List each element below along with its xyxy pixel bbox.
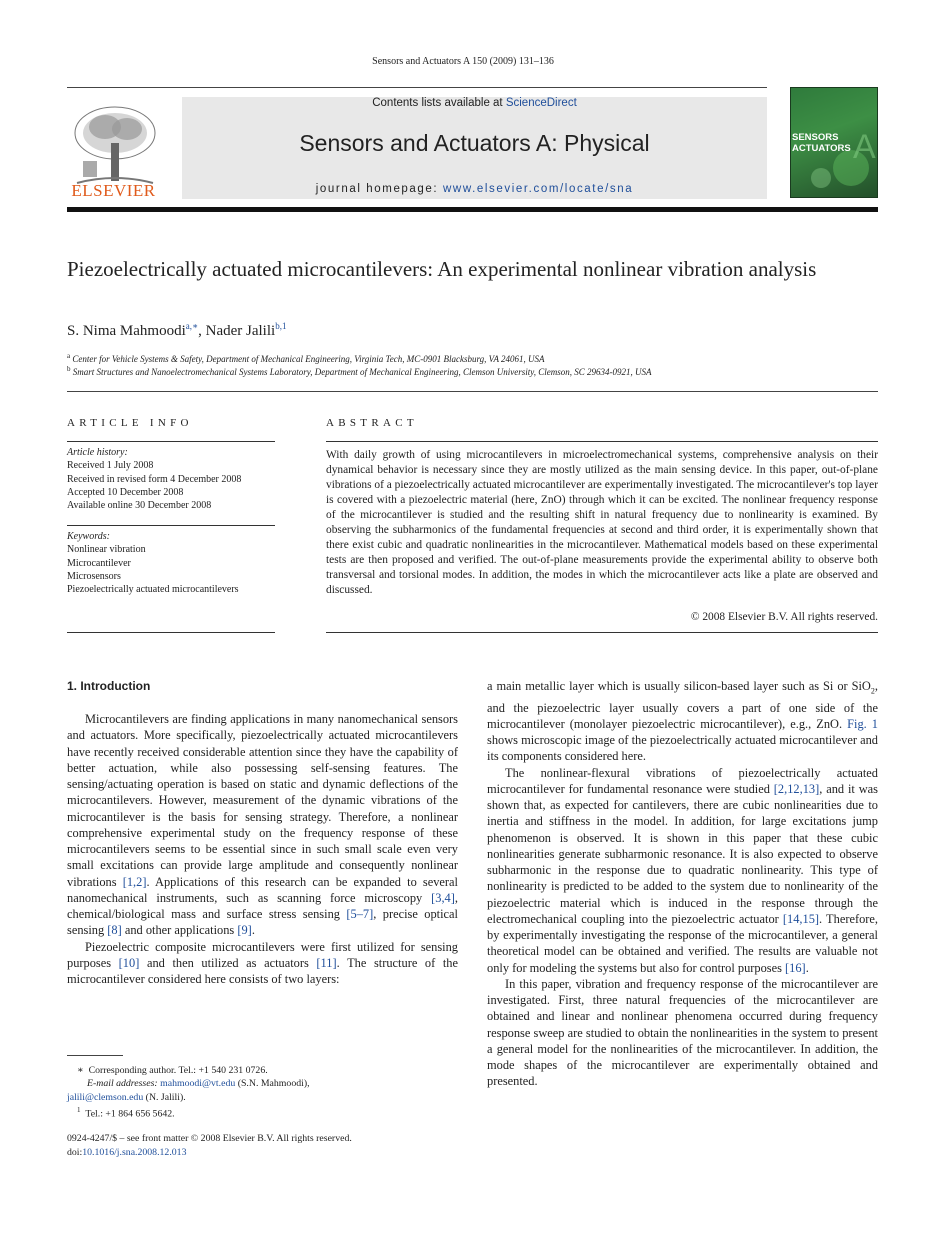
elsevier-logo-text: ELSEVIER [71, 181, 156, 200]
running-head: Sensors and Actuators A 150 (2009) 131–136 [372, 56, 554, 67]
citation-link[interactable]: [8] [107, 923, 122, 938]
front-matter [67, 1132, 467, 1159]
paragraph: In this paper, vibration and frequency response of the microcantilever are investigated. First, three natural frequencies of the microcantilever are obtained and linear and nonlinear phenomena occurred during frequency response sweep are studied to obtain the nonlinearities in the system to present a general model for the nonlinearities of the microcantilever. In addition, the mode shapes of the microcantilever are experimentally obtained and presented. [487, 976, 878, 1089]
figure-link[interactable]: Fig. 1 [847, 716, 878, 731]
body-column-left [67, 711, 458, 987]
masthead-rule [67, 207, 878, 212]
homepage-link[interactable]: www.elsevier.com/locate/sna [443, 183, 634, 195]
homepage-prefix: journal homepage: [315, 183, 444, 195]
author-affiliation-marker[interactable]: a,∗ [185, 321, 199, 331]
article-info-end-rule [67, 632, 275, 633]
abstract-heading: ABSTRACT [326, 417, 418, 429]
abstract-rule [326, 441, 878, 442]
article-title: Piezoelectrically actuated microcantilevers: An experimental nonlinear vibration analysis [67, 257, 817, 281]
copyright: © 2008 Elsevier B.V. All rights reserved. [690, 611, 878, 623]
citation-link[interactable]: [11] [316, 955, 337, 970]
section-heading-introduction: 1. Introduction [67, 679, 151, 693]
article-history [67, 446, 275, 512]
history-item: Available online 30 December 2008 [67, 500, 212, 512]
keyword: Piezoelectrically actuated microcantilevers [67, 584, 239, 596]
paragraph: Piezoelectric composite microcantilevers were first utilized for sensing purposes [10] and then utilized as actuators [11]. The structure of the microcantilever considered here consists of two layers: [67, 939, 458, 986]
paragraph: Microcantilevers are finding applications in many nanomechanical sensors and actuators. More specifically, piezoelectrically actuated microcantilevers have recently received considerable attention since they have the capability of better actuation, while also possessing self-sensing features. The sensing/actuating operation is based on static and dynamic deflections of the microcantilevers. However, measurement of the dynamic vibrations of the microcantilever is the basis for sensing strategy. Therefore, a nonlinear comprehensive experimental study on the frequency response of these microcantilevers seems to be essential since in such small scale even very small excitations can provide large amplitude and consequently nonlinear vibrations [1,2]. Applications of this research can be expanded to several nanomechanical instruments, such as scanning force microscopy [3,4], chemical/biological mass and surface stress sensing [5–7], precise optical sensing [8] and other applications [9]. [67, 712, 458, 938]
citation-link[interactable]: [9] [237, 923, 252, 938]
citation-link[interactable]: [16] [785, 960, 806, 975]
history-label: Article history: [67, 447, 128, 458]
keywords-label: Keywords: [67, 531, 110, 542]
history-item: Received in revised form 4 December 2008 [67, 473, 242, 485]
author-name: Nader Jalili [205, 323, 276, 339]
footnote-rule [67, 1055, 123, 1056]
abstract-text: With daily growth of using microcantilevers in microelectromechanical systems, comprehensive analysis on their dynamical behavior is necessary since they are mostly utilized as the main sensing device. In this paper, out-of-plane vibrations of a piezoelectrically actuated microcantilever are experimentally investigated. The microcantilever's top layer is covered with a piezoelectric material (here, ZnO) through which it can be excited. The nonlinear frequency response of the microcantilever is studied and the resulting shift in natural frequency due to nonlinearity is examined. By observing the subharmonics of the fundamental frequencies at second and third order, it is experimentally shown that there exist cubic and quadratic nonlinearities in the microcantilever. Mathematical models based on these experimental tests are then proposed and verified. The out-of-plane measurements provide the experimental ability to observe both transversal and torsional modes. In addition, the modes in which the microcantilever acts like a plate are observed and discussed. [326, 449, 878, 596]
contents-line [182, 97, 767, 109]
email-link[interactable]: mahmoodi@vt.edu [160, 1078, 236, 1090]
citation-link[interactable]: [2,12,13] [773, 781, 820, 796]
article-info-rule [67, 441, 275, 442]
svg-text:A: A [853, 128, 876, 166]
affiliation-b: $^b$ Smart Structures and Nanoelectromechanical Systems Laboratory, Department of Mechanical Engineering, Clemson University, Clemson, SC 29634-0921, USA [67, 365, 652, 377]
author-affiliation-marker[interactable]: b,1 [275, 321, 287, 331]
paragraph: The nonlinear-flexural vibrations of piezoelectrically actuated microcantilever for fundamental resonance were studied [2,12,13], and it was shown that, as expected for cantilevers, there are cubic nonlinearities due to inertia and stiffness in the model. In addition, for large excitations jump phenomenon is observed. It is shown in this paper that these cubic nonlinearities generate subharmonic resonance. It is also expected to observe subharmonic in the response due to quadratic nonlinearity. This type of nonlinearity is predicted to be added to the system due to nonlinearity of the piezoelectric material which is induced in the response through the electromechanical coupling into the piezoelectric actuator [14,15]. Therefore, by experimentally investigating the response of the microcantilever, a general theoretical model can be obtained and verified. The results are valuable not only for modeling the systems but also for control purposes [16]. [487, 765, 879, 975]
contents-prefix: Contents lists available at [372, 97, 506, 109]
header-rule [67, 87, 767, 88]
doi-line: doi:10.1016/j.sna.2008.12.013 [67, 1146, 187, 1158]
citation-link[interactable]: [5–7] [346, 907, 374, 921]
cover-title: SENSORS ACTUATORS [792, 132, 851, 154]
paragraph: a main metallic layer which is usually silicon-based layer such as Si or SiO$_2$, and the piezoelectric layer usually covers a part of one side of the microcantilever (monolayer piezoelectric microcantilever), e.g., ZnO. Fig. 1 shows microscopic image of the piezoelectrically actuated microcantilever and its components considered here. [487, 679, 878, 764]
keyword: Nonlinear vibration [67, 544, 146, 556]
article-info-heading: ARTICLE INFO [67, 417, 193, 429]
citation-link[interactable]: [3,4] [431, 890, 455, 905]
journal-homepage [182, 183, 767, 195]
issn-line: 0924-4247/$ – see front matter © 2008 Elsevier B.V. All rights reserved. [67, 1133, 352, 1144]
footnote-corresponding: ∗ Corresponding author. Tel.: +1 540 231 0726. [77, 1065, 268, 1076]
author-name: S. Nima Mahmoodi [67, 323, 186, 339]
footnotes: ∗ Corresponding author. Tel.: +1 540 231 0726. E-mail addresses: mahmoodi@vt.edu (S.N. Mahmoodi), jalili@clemson.edu (N. Jalili). $^1$ Tel.: +1 864 656 5642. [67, 1064, 458, 1120]
abstract-end-rule [326, 632, 878, 633]
journal-title: Sensors and Actuators A: Physical [299, 130, 650, 156]
email-link[interactable]: jalili@clemson.edu [67, 1091, 144, 1103]
sciencedirect-link[interactable]: ScienceDirect [505, 97, 577, 109]
footnote-emails: E-mail addresses: mahmoodi@vt.edu (S.N. Mahmoodi), [87, 1078, 310, 1090]
author-list: S. Nima Mahmoodi$^{a,∗}$, Nader Jalili$^{b,1}$ [67, 321, 287, 339]
keywords-rule [67, 525, 275, 526]
history-item: Accepted 10 December 2008 [67, 486, 184, 498]
keyword: Microsensors [67, 570, 121, 582]
affiliation-rule [67, 391, 878, 392]
citation-link[interactable]: [1,2] [122, 874, 147, 889]
citation-link[interactable]: [10] [118, 955, 140, 970]
doi-link[interactable]: 10.1016/j.sna.2008.12.013 [82, 1146, 187, 1158]
footnote-1: $^1$ Tel.: +1 864 656 5642. [77, 1105, 175, 1120]
keywords [67, 530, 275, 596]
affiliation-a: $^a$ Center for Vehicle Systems & Safety, Department of Mechanical Engineering, Virginia Tech, MC-0901 Blacksburg, VA 24061, USA [67, 352, 545, 364]
keyword: Microcantilever [67, 557, 131, 569]
history-item: Received 1 July 2008 [67, 460, 154, 472]
citation-link[interactable]: [14,15] [782, 911, 820, 926]
body-column-right [487, 678, 878, 1090]
